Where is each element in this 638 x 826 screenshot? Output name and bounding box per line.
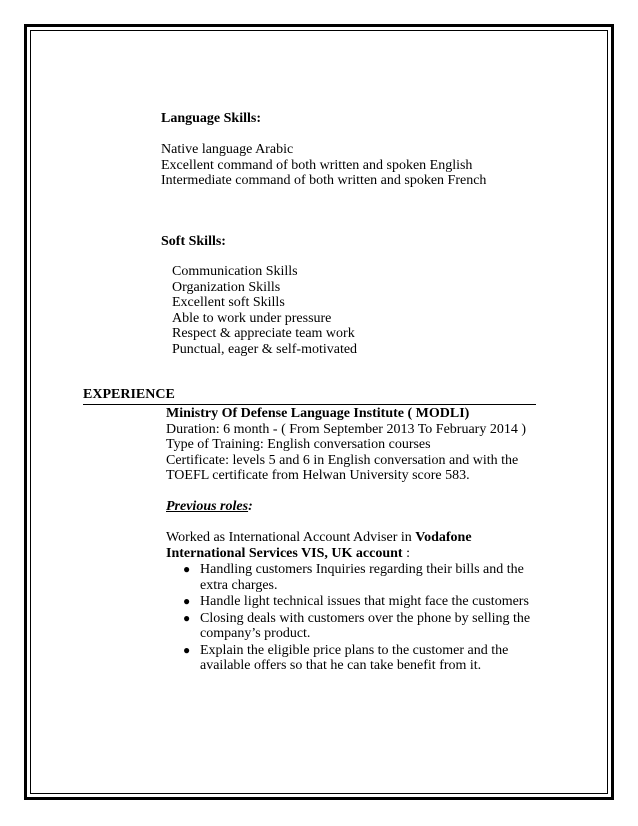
- responsibilities-list: [183, 562, 530, 675]
- language-skills-heading: Language Skills:: [161, 111, 261, 126]
- bullet-text: Handling customers Inquiries regarding their bills and the: [200, 562, 524, 577]
- experience-organization: Ministry Of Defense Language Institute ( MODLI): [166, 406, 470, 421]
- bullet-text: extra charges.: [200, 577, 278, 593]
- role-line-2: [166, 546, 472, 562]
- soft-skill-item: Excellent soft Skills: [172, 295, 285, 310]
- language-line: Excellent command of both written and spoken English: [161, 157, 473, 173]
- soft-skills-list: [172, 264, 357, 357]
- previous-roles-heading: [166, 499, 253, 515]
- role-description: [166, 530, 472, 561]
- list-item: [183, 643, 530, 674]
- previous-roles-label: Previous roles: [166, 499, 249, 514]
- role-prefix: Worked as International Account Adviser in: [166, 530, 416, 545]
- list-item: [183, 611, 530, 642]
- bullet-icon: ●: [183, 594, 191, 608]
- soft-skill-item: Respect & appreciate team work: [172, 326, 355, 341]
- soft-skill-item: Able to work under pressure: [172, 310, 332, 326]
- list-item: [183, 562, 530, 593]
- role-suffix: :: [402, 545, 410, 561]
- soft-skills-heading: Soft Skills:: [161, 234, 226, 249]
- bullet-text: available offers so that he can take benefit from it.: [200, 658, 482, 673]
- role-line-1: [166, 530, 472, 546]
- bullet-icon: ●: [183, 562, 191, 576]
- bullet-icon: ●: [183, 642, 191, 657]
- previous-roles-colon: :: [248, 499, 253, 514]
- experience-entry: [166, 406, 526, 484]
- bullet-text: Explain the eligible price plans to the customer and the: [200, 642, 509, 658]
- bullet-text: Handle light technical issues that might face the customers: [200, 594, 529, 609]
- experience-heading: EXPERIENCE: [83, 387, 536, 405]
- role-company-name: Vodafone: [415, 530, 472, 545]
- experience-detail: Type of Training: English conversation courses: [166, 437, 431, 452]
- language-skills-list: [161, 142, 486, 189]
- language-line: Intermediate command of both written and spoken French: [161, 173, 487, 188]
- bullet-text: Closing deals with customers over the phone by selling the: [200, 610, 531, 626]
- soft-skill-item: Organization Skills: [172, 279, 281, 295]
- bullet-icon: ●: [183, 610, 191, 625]
- bullet-text: company’s product.: [200, 626, 311, 641]
- experience-detail: Duration: 6 month - ( From September 2013 To February 2014 ): [166, 421, 526, 437]
- role-company-detail: International Services VIS, UK account: [166, 545, 403, 561]
- soft-skill-item: Communication Skills: [172, 264, 298, 279]
- experience-detail: TOEFL certificate from Helwan University score 583.: [166, 468, 470, 483]
- soft-skill-item: Punctual, eager & self-motivated: [172, 341, 358, 357]
- list-item: [183, 594, 530, 610]
- language-line: Native language Arabic: [161, 142, 294, 157]
- experience-detail: Certificate: levels 5 and 6 in English conversation and with the: [166, 452, 519, 468]
